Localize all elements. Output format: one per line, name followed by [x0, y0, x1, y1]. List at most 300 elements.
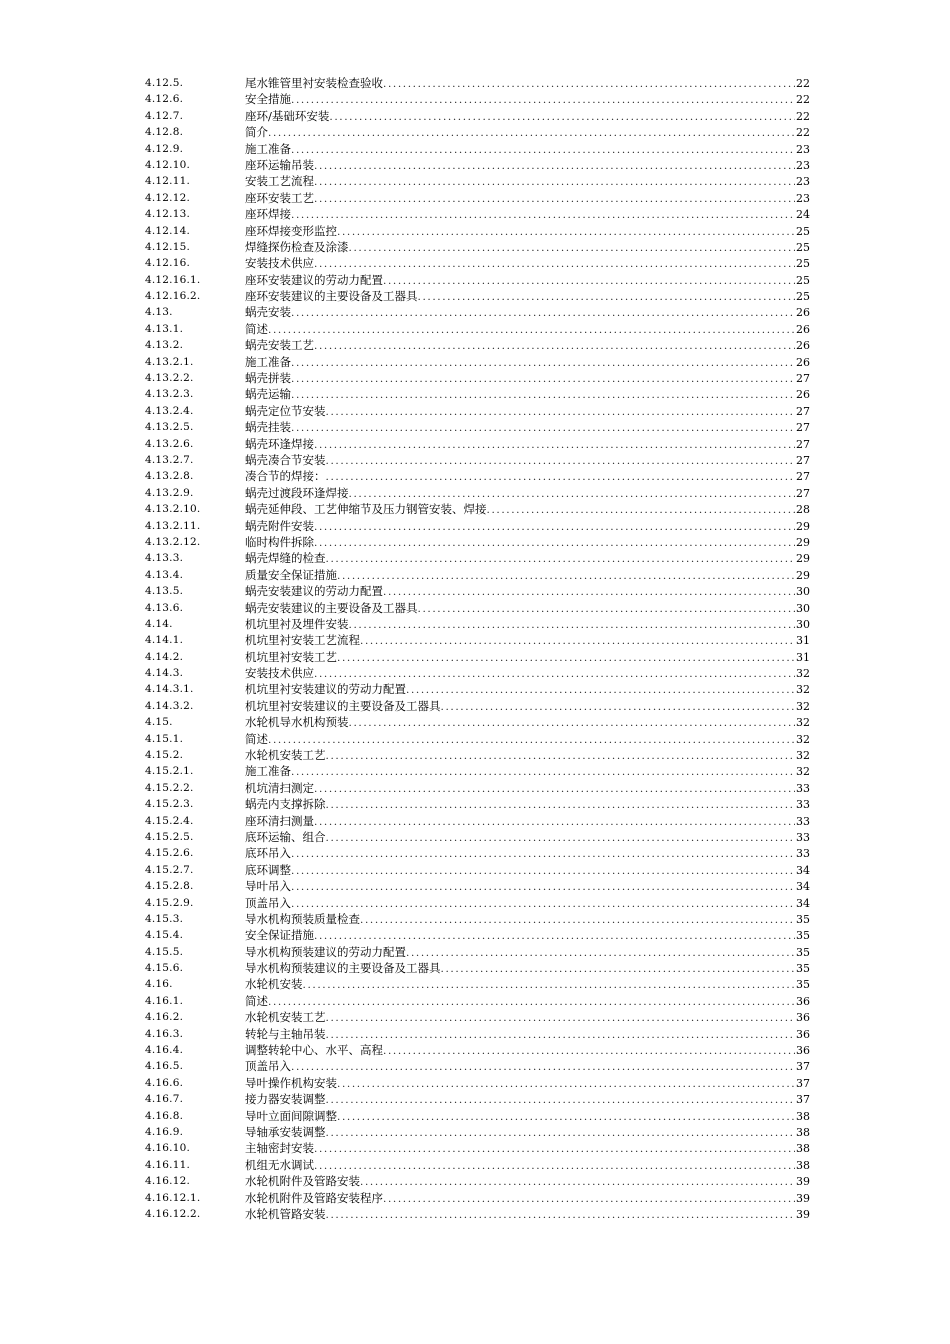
- toc-entry-body: [245, 780, 810, 797]
- toc-entry-page-number: 29: [796, 568, 810, 582]
- toc-entry-page-number: 32: [796, 667, 810, 681]
- toc-entry-title: 主轴密封安装: [245, 1141, 314, 1156]
- toc-entry[interactable]: [145, 75, 810, 91]
- toc-entry-number: 4.13.2.11.: [145, 519, 201, 532]
- toc-entry-title: 机坑里衬安装建议的主要设备及工器具: [245, 698, 441, 713]
- toc-entry-body: [245, 1157, 810, 1174]
- toc-dot-leader: [337, 1109, 795, 1125]
- toc-dot-leader: [383, 1043, 795, 1059]
- toc-entry-page-number: 26: [796, 306, 810, 320]
- toc-entry-body: [245, 108, 810, 125]
- toc-entry-number: 4.13.1.: [145, 322, 184, 335]
- toc-entry-body: [245, 944, 810, 961]
- toc-entry-title: 临时构件拆除: [245, 534, 314, 549]
- toc-entry-body: [245, 485, 810, 502]
- toc-dot-leader: [314, 174, 795, 190]
- toc-dot-leader: [291, 305, 795, 321]
- toc-entry[interactable]: [145, 829, 810, 845]
- toc-entry-body: [245, 337, 810, 354]
- toc-entry[interactable]: [145, 731, 810, 747]
- toc-dot-leader: [291, 1059, 795, 1075]
- toc-entry[interactable]: [145, 1124, 810, 1140]
- toc-entry-body: [245, 354, 810, 371]
- toc-entry-page-number: 23: [796, 175, 810, 189]
- toc-dot-leader: [326, 551, 796, 567]
- toc-entry-title: 座环安装工艺: [245, 190, 314, 205]
- toc-dot-leader: [487, 502, 796, 518]
- toc-entry[interactable]: [145, 665, 810, 681]
- toc-entry-page-number: 36: [796, 994, 810, 1008]
- toc-entry-body: [245, 763, 810, 780]
- toc-entry[interactable]: [145, 386, 810, 402]
- toc-entry[interactable]: [145, 763, 810, 779]
- toc-entry-body: [245, 747, 810, 764]
- toc-entry-page-number: 23: [796, 142, 810, 156]
- toc-entry-page-number: 25: [796, 224, 810, 238]
- toc-entry[interactable]: [145, 108, 810, 124]
- toc-dot-leader: [326, 748, 796, 764]
- toc-entry-title: 蜗壳延伸段、工艺伸缩节及压力钢管安装、焊接: [245, 502, 487, 517]
- toc-dot-leader: [268, 994, 795, 1010]
- toc-entry-body: [245, 1173, 810, 1190]
- toc-entry[interactable]: [145, 1042, 810, 1058]
- toc-entry-title: 蜗壳挂装: [245, 420, 291, 435]
- toc-dot-leader: [314, 1158, 795, 1174]
- toc-entry-number: 4.12.13.: [145, 208, 191, 221]
- toc-entry-page-number: 27: [796, 437, 810, 451]
- toc-entry[interactable]: [145, 321, 810, 337]
- toc-dot-leader: [406, 945, 795, 961]
- toc-entry-title: 蜗壳焊缝的检查: [245, 551, 326, 566]
- toc-entry-title: 蜗壳安装建议的主要设备及工器具: [245, 600, 418, 615]
- toc-entry[interactable]: [145, 1108, 810, 1124]
- toc-entry-body: [245, 436, 810, 453]
- toc-entry[interactable]: [145, 567, 810, 583]
- toc-entry[interactable]: [145, 583, 810, 599]
- toc-entry-title: 机组无水调试: [245, 1157, 314, 1172]
- toc-entry-number: 4.12.12.: [145, 191, 191, 204]
- toc-entry-body: [245, 239, 810, 256]
- toc-entry-number: 4.12.15.: [145, 240, 191, 253]
- toc-entry-number: 4.12.16.1.: [145, 273, 201, 286]
- toc-entry-page-number: 36: [796, 1011, 810, 1025]
- toc-entry-number: 4.16.4.: [145, 1044, 184, 1057]
- toc-entry-title: 尾水锥管里衬安装检查验收: [245, 76, 383, 90]
- toc-dot-leader: [291, 142, 795, 158]
- toc-entry-body: [245, 698, 810, 715]
- toc-entry-title: 顶盖吊入: [245, 1059, 291, 1074]
- toc-entry-body: [245, 845, 810, 862]
- toc-entry-title: 座环清扫测量: [245, 813, 314, 828]
- toc-entry[interactable]: [145, 714, 810, 730]
- toc-dot-leader: [291, 863, 795, 879]
- toc-dot-leader: [291, 387, 795, 403]
- toc-entry-number: 4.13.6.: [145, 601, 184, 614]
- toc-dot-leader: [326, 453, 796, 469]
- toc-entry-title: 焊缝探伤检查及涂漆: [245, 239, 349, 254]
- toc-entry-number: 4.16.5.: [145, 1060, 184, 1073]
- toc-entry[interactable]: [145, 190, 810, 206]
- toc-dot-leader: [383, 1191, 795, 1207]
- toc-entry-body: [245, 1058, 810, 1075]
- toc-entry-title: 水轮机安装工艺: [245, 748, 326, 763]
- toc-entry-title: 座环运输吊装: [245, 157, 314, 172]
- toc-entry[interactable]: [145, 1173, 810, 1189]
- toc-entry[interactable]: [145, 452, 810, 468]
- toc-entry[interactable]: [145, 845, 810, 861]
- toc-entry[interactable]: [145, 1091, 810, 1107]
- toc-entry-number: 4.16.12.: [145, 1175, 191, 1188]
- toc-entry-number: 4.16.12.1.: [145, 1191, 201, 1204]
- toc-entry-number: 4.15.5.: [145, 945, 184, 958]
- toc-entry-page-number: 35: [796, 962, 810, 976]
- toc-entry-body: [245, 616, 810, 633]
- toc-entry-number: 4.13.2.2.: [145, 372, 194, 385]
- toc-entry-title: 座环安装建议的劳动力配置: [245, 272, 383, 287]
- toc-entry-title: 蜗壳定位节安装: [245, 403, 326, 418]
- toc-entry-title: 导水机构预装建议的主要设备及工器具: [245, 961, 441, 976]
- toc-entry-title: 导水机构预装质量检查: [245, 911, 360, 926]
- toc-entry-page-number: 29: [796, 519, 810, 533]
- toc-entry-body: [245, 714, 810, 731]
- toc-entry-number: 4.16.11.: [145, 1158, 191, 1171]
- toc-entry[interactable]: [145, 173, 810, 189]
- toc-entry-number: 4.16.7.: [145, 1093, 184, 1106]
- toc-entry-title: 蜗壳安装工艺: [245, 338, 314, 353]
- toc-entry-body: [245, 1075, 810, 1092]
- toc-entry[interactable]: [145, 747, 810, 763]
- toc-entry[interactable]: [145, 976, 810, 992]
- toc-entry-body: [245, 173, 810, 190]
- toc-entry[interactable]: [145, 1075, 810, 1091]
- toc-entry[interactable]: [145, 419, 810, 435]
- toc-entry-page-number: 27: [796, 372, 810, 386]
- toc-entry[interactable]: [145, 141, 810, 157]
- toc-entry[interactable]: [145, 518, 810, 534]
- toc-entry[interactable]: [145, 1190, 810, 1206]
- toc-entry-page-number: 26: [796, 388, 810, 402]
- toc-dot-leader: [418, 601, 796, 617]
- toc-entry[interactable]: [145, 878, 810, 894]
- toc-entry-body: [245, 190, 810, 207]
- toc-dot-leader: [291, 207, 795, 223]
- toc-entry-page-number: 37: [796, 1093, 810, 1107]
- toc-entry-page-number: 30: [796, 585, 810, 599]
- toc-entry-page-number: 33: [796, 847, 810, 861]
- toc-dot-leader: [314, 814, 795, 830]
- toc-entry-number: 4.12.9.: [145, 142, 184, 155]
- toc-entry[interactable]: [145, 780, 810, 796]
- toc-entry[interactable]: [145, 911, 810, 927]
- toc-entry-number: 4.16.2.: [145, 1011, 184, 1024]
- toc-entry-body: [245, 993, 810, 1010]
- toc-entry-page-number: 25: [796, 290, 810, 304]
- toc-entry-number: 4.16.3.: [145, 1027, 184, 1040]
- toc-entry-number: 4.13.2.12.: [145, 535, 201, 548]
- toc-entry[interactable]: [145, 157, 810, 173]
- toc-entry-number: 4.15.1.: [145, 732, 184, 745]
- toc-entry-number: 4.14.3.: [145, 667, 184, 680]
- toc-entry-title: 导轴承安装调整: [245, 1125, 326, 1139]
- toc-entry[interactable]: [145, 534, 810, 550]
- toc-entry[interactable]: [145, 1206, 810, 1222]
- toc-entry[interactable]: [145, 288, 810, 304]
- toc-entry[interactable]: [145, 600, 810, 616]
- toc-entry[interactable]: [145, 206, 810, 222]
- toc-entry-number: 4.15.2.4.: [145, 814, 194, 827]
- toc-entry-page-number: 39: [796, 1191, 810, 1205]
- toc-entry-page-number: 33: [796, 814, 810, 828]
- toc-entry[interactable]: [145, 649, 810, 665]
- toc-entry-body: [245, 927, 810, 944]
- toc-entry-number: 4.13.2.7.: [145, 453, 194, 466]
- toc-entry-title: 蜗壳过渡段环逢焊接: [245, 485, 349, 500]
- toc-entry[interactable]: [145, 862, 810, 878]
- toc-entry-number: 4.15.4.: [145, 929, 184, 942]
- toc-entry-body: [245, 419, 810, 436]
- toc-entry-number: 4.15.: [145, 716, 173, 729]
- toc-entry-page-number: 31: [796, 634, 810, 648]
- toc-entry-title: 底环运输、组合: [245, 829, 326, 844]
- toc-entry-title: 蜗壳拼装: [245, 371, 291, 386]
- toc-entry-number: 4.14.3.2.: [145, 699, 194, 712]
- toc-entry-body: [245, 600, 810, 617]
- toc-entry-number: 4.12.16.2.: [145, 290, 201, 303]
- toc-entry-page-number: 32: [796, 749, 810, 763]
- toc-dot-leader: [314, 191, 795, 207]
- toc-entry-number: 4.13.2.6.: [145, 437, 194, 450]
- toc-entry-body: [245, 386, 810, 403]
- toc-dot-leader: [314, 256, 795, 272]
- toc-entry-number: 4.12.11.: [145, 175, 191, 188]
- toc-entry-page-number: 37: [796, 1060, 810, 1074]
- toc-entry-body: [245, 960, 810, 977]
- toc-dot-leader: [291, 92, 795, 108]
- toc-entry[interactable]: [145, 501, 810, 517]
- toc-entry-body: [245, 567, 810, 584]
- toc-entry-number: 4.13.5.: [145, 585, 184, 598]
- toc-entry-title: 简述: [245, 993, 268, 1008]
- toc-dot-leader: [441, 961, 796, 977]
- toc-entry-number: 4.12.8.: [145, 126, 184, 139]
- toc-entry-title: 调整转轮中心、水平、高程: [245, 1043, 383, 1058]
- toc-dot-leader: [268, 732, 795, 748]
- toc-entry[interactable]: [145, 550, 810, 566]
- toc-entry-number: 4.13.2.8.: [145, 470, 194, 483]
- toc-entry-page-number: 38: [796, 1109, 810, 1123]
- toc-entry-title: 施工准备: [245, 141, 291, 156]
- toc-entry-title: 安装技术供应: [245, 256, 314, 271]
- toc-entry-title: 水轮机附件及管路安装程序: [245, 1190, 383, 1205]
- toc-entry-body: [245, 321, 810, 338]
- toc-entry[interactable]: [145, 944, 810, 960]
- toc-entry-body: [245, 1190, 810, 1207]
- toc-entry-title: 机坑里衬及埋件安装: [245, 616, 349, 631]
- toc-entry-page-number: 23: [796, 191, 810, 205]
- toc-entry-body: [245, 862, 810, 879]
- toc-entry-title: 安全保证措施: [245, 928, 314, 943]
- toc-dot-leader: [291, 896, 795, 912]
- toc-entry-body: [245, 518, 810, 535]
- toc-entry-number: 4.16.12.2.: [145, 1207, 201, 1220]
- toc-entry-title: 简述: [245, 321, 268, 336]
- toc-entry-page-number: 38: [796, 1126, 810, 1139]
- toc-entry-body: [245, 829, 810, 846]
- toc-entry-body: [245, 75, 810, 92]
- toc-entry-title: 接力器安装调整: [245, 1092, 326, 1107]
- toc-entry[interactable]: [145, 403, 810, 419]
- toc-dot-leader: [303, 977, 796, 993]
- toc-entry[interactable]: [145, 370, 810, 386]
- toc-entry-body: [245, 878, 810, 895]
- toc-dot-leader: [326, 1010, 796, 1026]
- toc-entry-body: [245, 403, 810, 420]
- toc-entry-body: [245, 468, 810, 485]
- toc-entry-page-number: 25: [796, 240, 810, 254]
- toc-entry-body: [245, 124, 810, 141]
- toc-entry[interactable]: [145, 895, 810, 911]
- toc-entry-number: 4.15.3.: [145, 912, 184, 925]
- toc-entry[interactable]: [145, 993, 810, 1009]
- toc-entry[interactable]: [145, 124, 810, 140]
- toc-dot-leader: [291, 355, 795, 371]
- toc-dot-leader: [349, 715, 796, 731]
- toc-entry-title: 水轮机导水机构预装: [245, 715, 349, 730]
- toc-entry[interactable]: [145, 436, 810, 452]
- toc-entry-title: 蜗壳安装建议的劳动力配置: [245, 584, 383, 599]
- toc-entry-number: 4.16.: [145, 978, 173, 991]
- toc-dot-leader: [349, 617, 796, 633]
- toc-entry-title: 座环/基础环安装: [245, 108, 330, 123]
- toc-entry-page-number: 39: [796, 1207, 810, 1221]
- toc-entry-title: 安全措施: [245, 92, 291, 107]
- toc-entry-body: [245, 141, 810, 158]
- toc-entry-page-number: 33: [796, 830, 810, 844]
- toc-entry[interactable]: [145, 1157, 810, 1173]
- toc-entry-body: [245, 649, 810, 666]
- toc-entry-body: [245, 1042, 810, 1059]
- toc-entry[interactable]: [145, 796, 810, 812]
- toc-entry-number: 4.14.2.: [145, 650, 184, 663]
- toc-dot-leader: [314, 535, 795, 551]
- toc-dot-leader: [314, 437, 795, 453]
- toc-entry-body: [245, 1124, 810, 1141]
- toc-entry-title: 机坑里衬安装工艺流程: [245, 633, 360, 648]
- toc-entry-number: 4.13.3.: [145, 552, 184, 565]
- toc-entry-title: 底环吊入: [245, 846, 291, 861]
- toc-entry-number: 4.15.2.3.: [145, 798, 194, 811]
- toc-entry[interactable]: [145, 1058, 810, 1074]
- toc-entry[interactable]: [145, 485, 810, 501]
- toc-entry-page-number: 39: [796, 1175, 810, 1189]
- toc-entry[interactable]: [145, 616, 810, 632]
- toc-entry-page-number: 34: [796, 880, 810, 894]
- toc-entry[interactable]: [145, 354, 810, 370]
- toc-entry[interactable]: [145, 91, 810, 107]
- toc-entry-title: 导叶操作机构安装: [245, 1075, 337, 1090]
- toc-entry-number: 4.16.1.: [145, 994, 184, 1007]
- toc-entry[interactable]: [145, 272, 810, 288]
- toc-entry-number: 4.15.2.2.: [145, 781, 194, 794]
- toc-entry-page-number: 31: [796, 650, 810, 664]
- toc-entry-title: 质量安全保证措施: [245, 567, 337, 582]
- toc-entry-body: [245, 895, 810, 912]
- toc-entry-title: 机坑里衬安装建议的劳动力配置: [245, 682, 406, 697]
- toc-entry-page-number: 26: [796, 322, 810, 336]
- toc-entry-page-number: 38: [796, 1142, 810, 1156]
- table-of-contents: [145, 75, 810, 1222]
- toc-entry-page-number: 38: [796, 1158, 810, 1172]
- toc-entry[interactable]: [145, 698, 810, 714]
- toc-entry-page-number: 29: [796, 552, 810, 566]
- toc-entry[interactable]: [145, 255, 810, 271]
- toc-entry[interactable]: [145, 337, 810, 353]
- toc-entry-number: 4.15.2.8.: [145, 880, 194, 893]
- toc-entry-page-number: 34: [796, 863, 810, 877]
- toc-entry-number: 4.12.5.: [145, 77, 184, 89]
- toc-entry[interactable]: [145, 960, 810, 976]
- toc-entry[interactable]: [145, 468, 810, 484]
- toc-entry-page-number: 37: [796, 1076, 810, 1090]
- toc-entry[interactable]: [145, 1026, 810, 1042]
- toc-entry-body: [245, 550, 810, 567]
- toc-entry-body: [245, 583, 810, 600]
- toc-entry-page-number: 35: [796, 978, 810, 992]
- toc-entry[interactable]: [145, 239, 810, 255]
- toc-dot-leader: [349, 486, 796, 502]
- toc-dot-leader: [360, 633, 795, 649]
- toc-entry-page-number: 29: [796, 535, 810, 549]
- toc-entry[interactable]: [145, 304, 810, 320]
- toc-dot-leader: [329, 109, 795, 125]
- toc-entry-body: [245, 1026, 810, 1043]
- toc-entry-number: 4.13.2.10.: [145, 503, 201, 516]
- toc-entry[interactable]: [145, 223, 810, 239]
- toc-entry-number: 4.15.2.1.: [145, 765, 194, 778]
- toc-entry-body: [245, 501, 810, 518]
- toc-entry[interactable]: [145, 632, 810, 648]
- toc-entry[interactable]: [145, 813, 810, 829]
- toc-entry-body: [245, 1206, 810, 1223]
- toc-entry[interactable]: [145, 1009, 810, 1025]
- toc-entry-body: [245, 665, 810, 682]
- toc-entry-number: 4.13.2.9.: [145, 486, 194, 499]
- toc-entry-number: 4.13.: [145, 306, 173, 319]
- toc-entry-body: [245, 272, 810, 289]
- toc-entry-number: 4.13.4.: [145, 568, 184, 581]
- toc-dot-leader: [418, 289, 796, 305]
- toc-entry-title: 水轮机安装工艺: [245, 1010, 326, 1025]
- toc-dot-leader: [326, 797, 796, 813]
- toc-entry-number: 4.15.2.: [145, 749, 184, 762]
- toc-entry[interactable]: [145, 927, 810, 943]
- toc-dot-leader: [291, 420, 795, 436]
- toc-entry-number: 4.15.2.5.: [145, 830, 194, 843]
- toc-entry-number: 4.14.1.: [145, 634, 184, 647]
- toc-entry-page-number: 32: [796, 732, 810, 746]
- toc-entry-title: 底环调整: [245, 862, 291, 877]
- toc-dot-leader: [360, 1174, 795, 1190]
- toc-dot-leader: [326, 1125, 796, 1141]
- toc-entry-number: 4.14.: [145, 617, 173, 630]
- toc-entry[interactable]: [145, 681, 810, 697]
- toc-entry-page-number: 25: [796, 257, 810, 271]
- toc-dot-leader: [268, 322, 795, 338]
- toc-entry[interactable]: [145, 1140, 810, 1156]
- toc-dot-leader: [291, 371, 795, 387]
- toc-dot-leader: [337, 568, 795, 584]
- toc-entry-body: [245, 452, 810, 469]
